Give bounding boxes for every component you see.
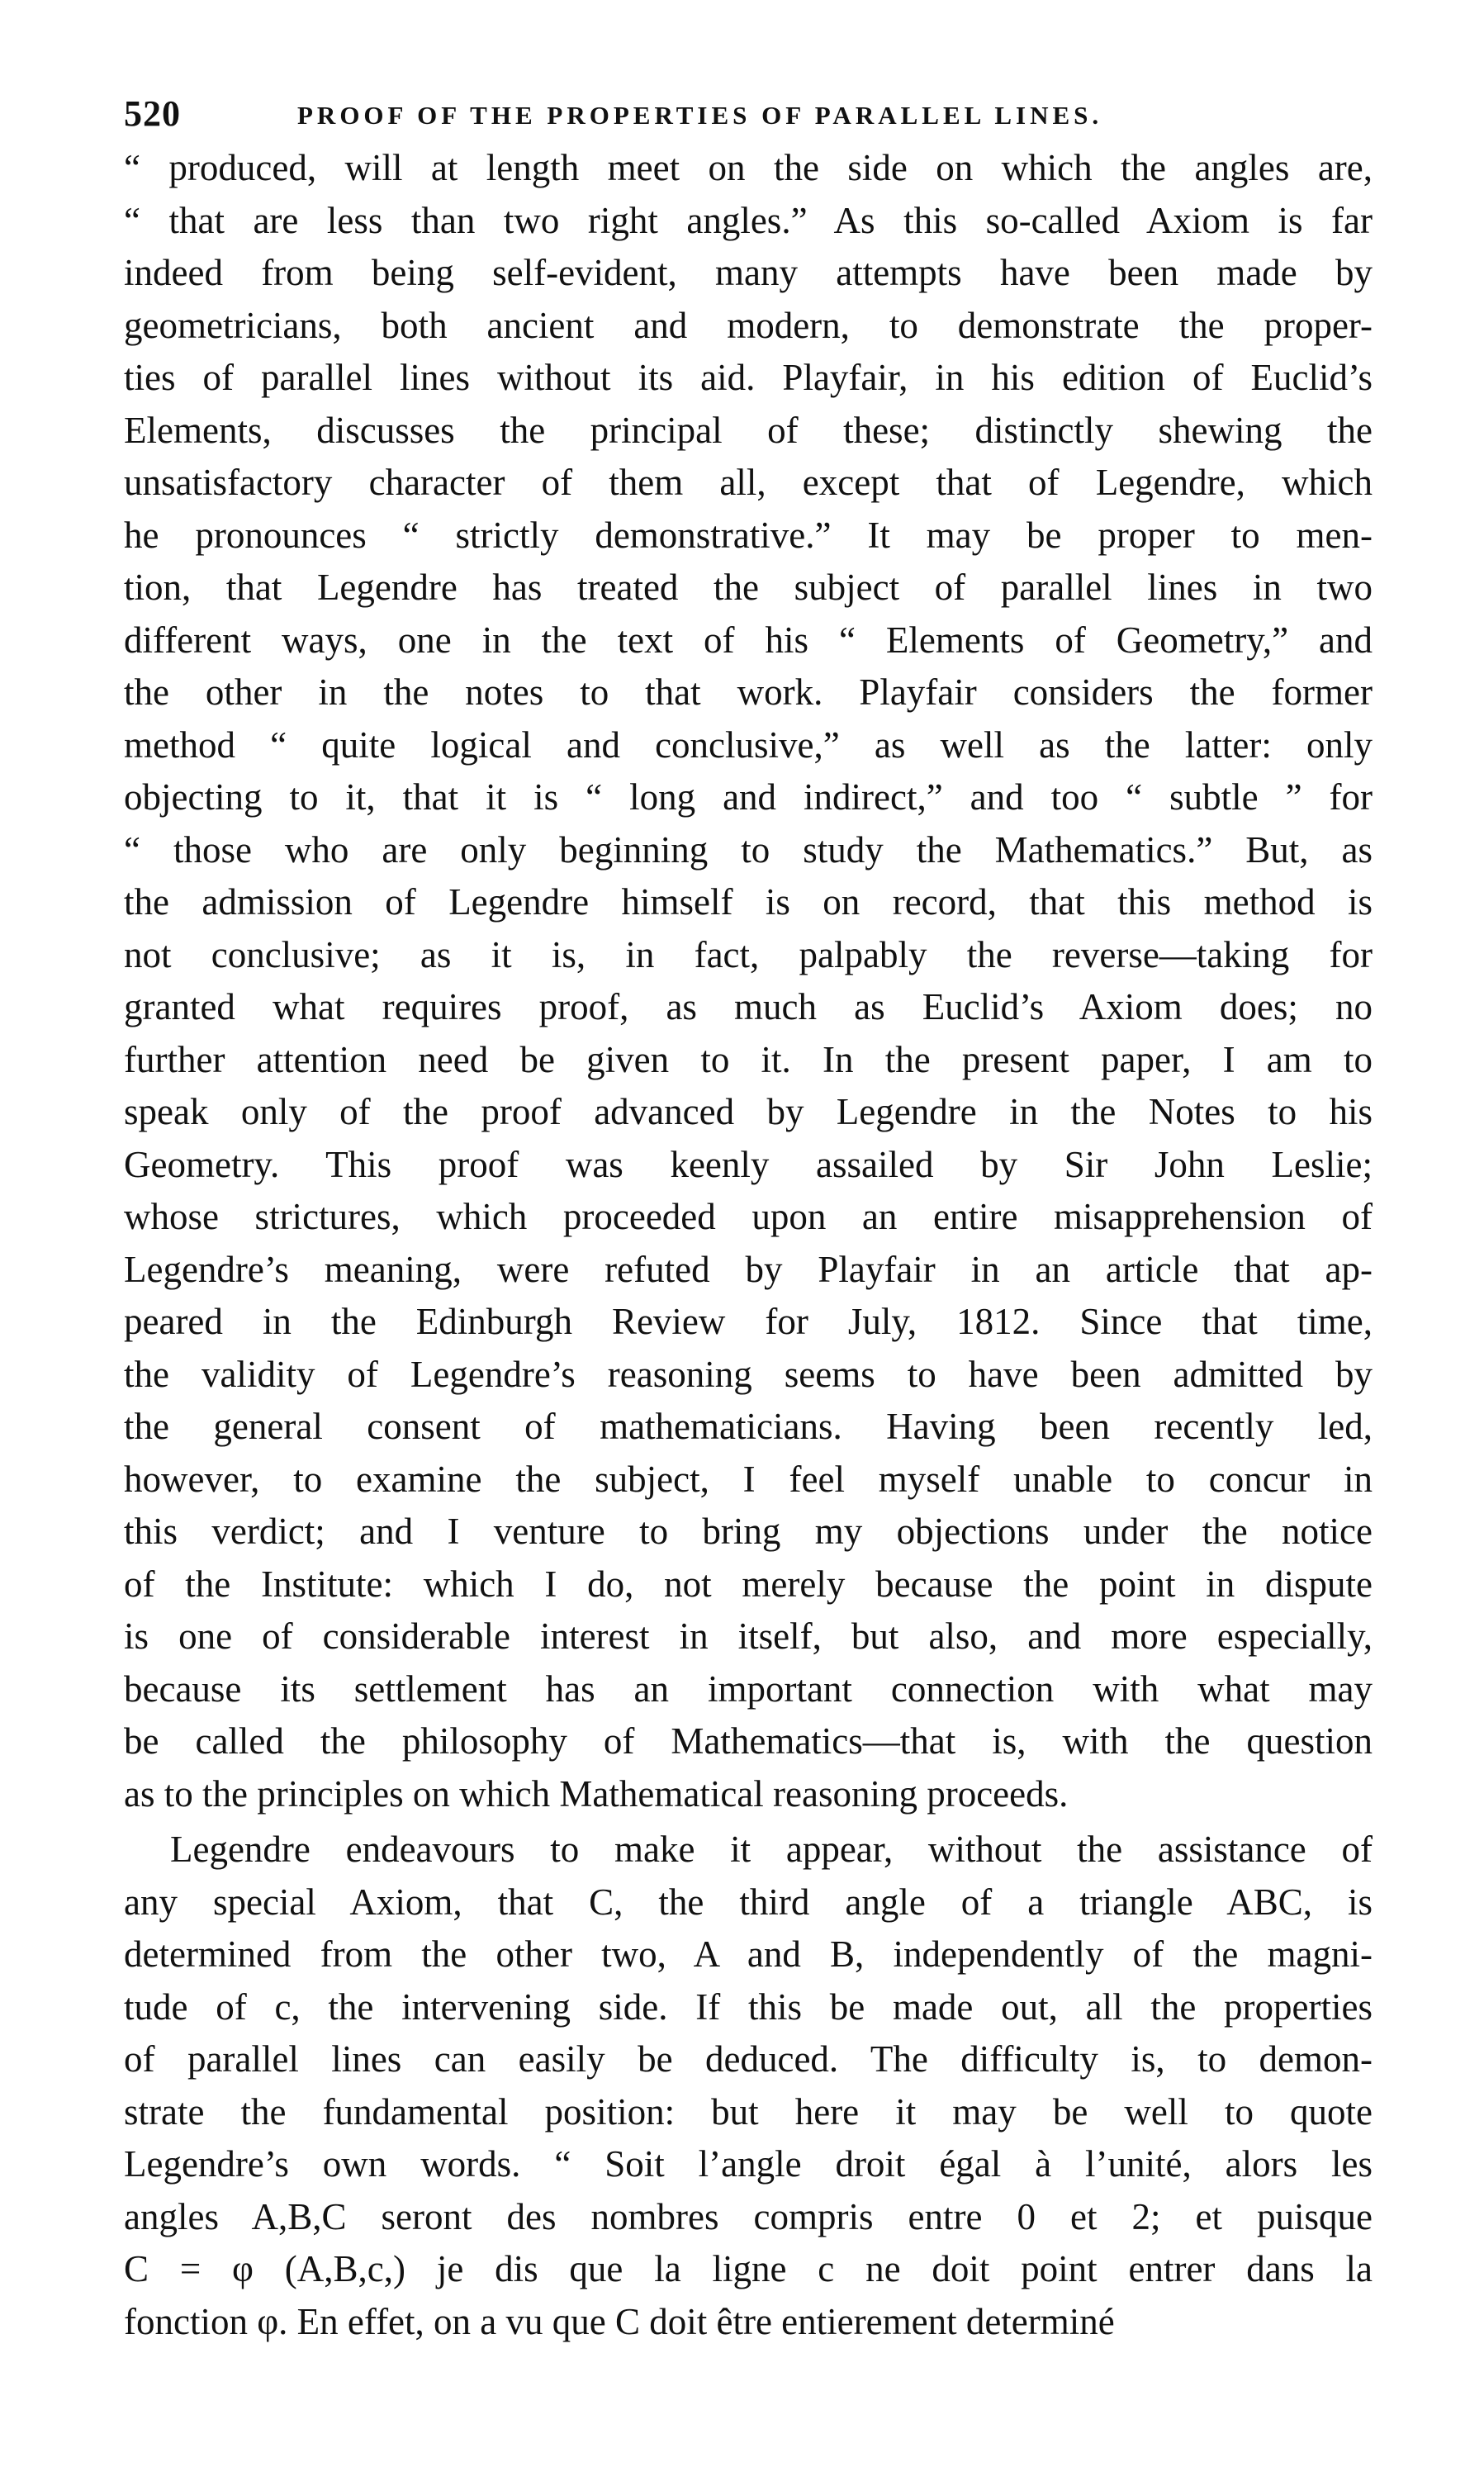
page-header <box>124 93 1371 142</box>
text-line: ties of parallel lines without its aid. Playfair, in his edition of Euclid’s <box>124 357 1373 398</box>
text-line: the other in the notes to that work. Playfair considers the former <box>124 671 1373 713</box>
text-line: fonction φ. En effet, on a vu que C doit être entierement determiné <box>124 2300 1115 2342</box>
text-line: the admission of Legendre himself is on record, that this method is <box>124 881 1373 923</box>
text-line: Elements, discusses the principal of these; distinctly shewing the <box>124 409 1373 451</box>
text-line: this verdict; and I venture to bring my objections under the notice <box>124 1511 1373 1552</box>
text-line: speak only of the proof advanced by Legendre in the Notes to his <box>124 1091 1373 1132</box>
text-line: because its settlement has an important connection with what may <box>124 1668 1373 1710</box>
text-line: angles A,B,C seront des nombres compris entre 0 et 2; et puisque <box>124 2195 1373 2237</box>
text-line: however, to examine the subject, I feel myself unable to concur in <box>124 1458 1373 1500</box>
text-line: not conclusive; as it is, in fact, palpably the reverse—taking for <box>124 933 1373 975</box>
text-line: is one of considerable interest in itself, but also, and more especially, <box>124 1615 1373 1657</box>
text-line: different ways, one in the text of his “ Elements of Geometry,” and <box>124 619 1373 661</box>
text-line: C = φ (A,B,c,) je dis que la ligne c ne doit point entrer dans la <box>124 2248 1373 2289</box>
text-line: objecting to it, that it is “ long and indirect,” and too “ subtle ” for <box>124 776 1373 818</box>
text-line: tion, that Legendre has treated the subject of parallel lines in two <box>124 567 1373 608</box>
text-line: of the Institute: which I do, not merely because the point in dispute <box>124 1563 1373 1605</box>
text-line: Geometry. This proof was keenly assailed by Sir John Leslie; <box>124 1143 1373 1185</box>
text-line: be called the philosophy of Mathematics—that is, with the question <box>124 1720 1373 1762</box>
text-line: tude of c, the intervening side. If this be made out, all the properties <box>124 1985 1373 2028</box>
paragraph-1 <box>124 142 1373 1820</box>
text-line: any special Axiom, that C, the third angle of a triangle ABC, is <box>124 1881 1373 1923</box>
text-line: Legendre’s own words. “ Soit l’angle droit égal à l’unité, alors les <box>124 2143 1373 2185</box>
text-line: unsatisfactory character of them all, except that of Legendre, which <box>124 462 1373 503</box>
text-line: the validity of Legendre’s reasoning seems to have been admitted by <box>124 1353 1373 1395</box>
text-line: strate the fundamental position: but here it may be well to quote <box>124 2090 1373 2133</box>
text-line: geometricians, both ancient and modern, to demonstrate the proper- <box>124 304 1373 346</box>
text-line: Legendre endeavours to make it appear, without the assistance of <box>170 1829 1373 1870</box>
paragraph-2 <box>124 1824 1373 2348</box>
text-line: of parallel lines can easily be deduced. The difficulty is, to demon- <box>124 2038 1373 2080</box>
text-line: determined from the other two, A and B, independently of the magni- <box>124 1933 1373 1975</box>
text-line: “ that are less than two right angles.” As this so-called Axiom is far <box>124 199 1373 241</box>
running-title: PROOF OF THE PROPERTIES OF PARALLEL LINES. <box>297 101 1103 130</box>
body-text <box>124 142 1373 2348</box>
text-line: the general consent of mathematicians. Having been recently led, <box>124 1406 1373 1447</box>
text-line: peared in the Edinburgh Review for July, 1812. Since that time, <box>124 1301 1373 1342</box>
text-line: method “ quite logical and conclusive,” as well as the latter: only <box>124 723 1373 766</box>
text-line: he pronounces “ strictly demonstrative.” It may be proper to men- <box>124 514 1373 556</box>
text-line: further attention need be given to it. In the present paper, I am to <box>124 1038 1373 1080</box>
text-line: whose strictures, which proceeded upon an entire misapprehension of <box>124 1196 1373 1237</box>
text-line: granted what requires proof, as much as Euclid’s Axiom does; no <box>124 986 1373 1027</box>
text-line: as to the principles on which Mathematical reasoning proceeds. <box>124 1772 1069 1815</box>
text-line: indeed from being self-evident, many attempts have been made by <box>124 252 1373 293</box>
text-line: “ produced, will at length meet on the side on which the angles are, <box>124 147 1373 188</box>
page-number: 520 <box>124 93 181 134</box>
text-line: Legendre’s meaning, were refuted by Playfair in an article that ap- <box>124 1248 1373 1290</box>
text-line: “ those who are only beginning to study the Mathematics.” But, as <box>124 828 1373 871</box>
